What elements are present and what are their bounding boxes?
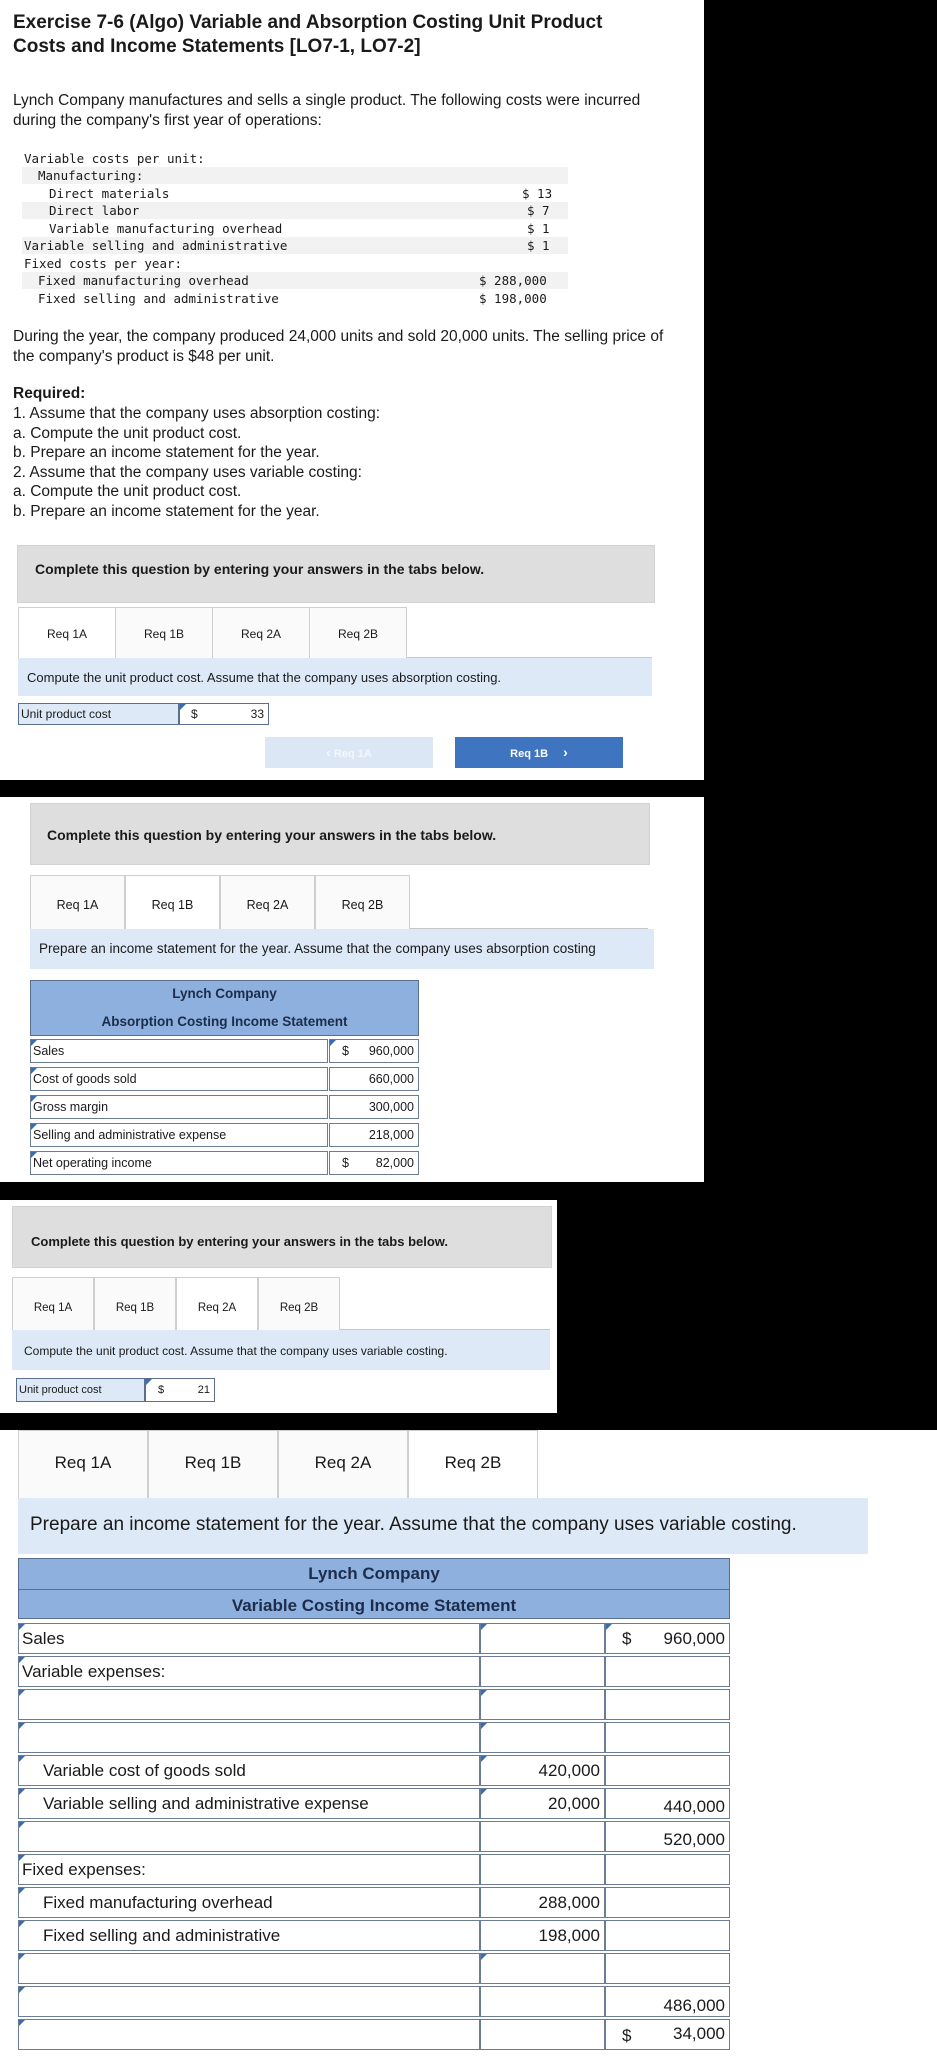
gross-margin-value: 300,000: [368, 1100, 414, 1114]
required-heading: Required:: [13, 385, 86, 402]
right-cell[interactable]: [605, 1722, 730, 1753]
tab-req-2a[interactable]: [220, 875, 315, 929]
direct-labor-value: $ 7: [527, 203, 550, 218]
mid-cell[interactable]: [480, 1689, 605, 1720]
unit-cost-value: 33: [250, 707, 264, 721]
label-cell[interactable]: [18, 1821, 480, 1852]
cost-table: [22, 150, 568, 308]
banner-text: Complete this question by entering your answers in the tabs below.: [47, 827, 497, 843]
dollar-sign: $: [342, 1044, 349, 1058]
sales-value: 960,000: [663, 1629, 725, 1648]
required-item: b. Prepare an income statement for the year.: [13, 503, 320, 520]
problem-panel: [0, 0, 704, 780]
label-cell[interactable]: [18, 1689, 480, 1720]
unit-cost-label-text: Unit product cost: [19, 1384, 102, 1396]
variable-expenses-label: Variable expenses:: [22, 1662, 166, 1681]
right-cell[interactable]: [605, 1788, 730, 1819]
dollar-sign: $: [622, 2026, 632, 2045]
tab-req-2b[interactable]: [309, 607, 407, 658]
sales-value: 960,000: [368, 1044, 414, 1058]
banner-text: Complete this question by entering your answers in the tabs below.: [31, 1234, 449, 1249]
tab-req-1a[interactable]: [18, 1430, 148, 1498]
tab-req-2a[interactable]: [278, 1430, 408, 1498]
contribution-value: 520,000: [663, 1830, 725, 1849]
req1a-unit-cost-label: [18, 703, 179, 725]
direct-materials-value: $ 13: [522, 186, 553, 201]
right-cell[interactable]: [605, 2019, 730, 2050]
label-cell[interactable]: [18, 1788, 480, 1819]
label-cell[interactable]: [18, 1854, 480, 1885]
tab-req-1b[interactable]: [94, 1277, 176, 1330]
direct-labor-label: Direct labor: [49, 203, 140, 218]
next-button-label: Req 1B: [510, 748, 549, 760]
fixed-mfg-overhead-label: Fixed manufacturing overhead: [38, 273, 249, 288]
manufacturing-heading: Manufacturing:: [38, 168, 144, 183]
prev-req-button[interactable]: [265, 737, 433, 768]
req2a-panel: [0, 1200, 557, 1413]
req2a-instruction: [12, 1330, 550, 1370]
label-cell[interactable]: [18, 2019, 480, 2050]
label-cell[interactable]: [18, 1986, 480, 2017]
req1b-panel: [0, 797, 704, 1182]
mid-cell[interactable]: [480, 1821, 605, 1852]
prev-button-label: Req 1A: [333, 748, 372, 760]
tab-label: Req 1B: [143, 627, 185, 641]
mid-cell[interactable]: [480, 1854, 605, 1885]
statement-header: [18, 1558, 730, 1619]
selling-admin-value: 218,000: [368, 1128, 414, 1142]
dollar-sign: $: [191, 707, 198, 721]
cogs-label: Cost of goods sold: [33, 1072, 137, 1086]
fixed-selling-value: $ 198,000: [479, 291, 547, 306]
dollar-sign: $: [158, 1384, 165, 1396]
required-item: a. Compute the unit product cost.: [13, 483, 242, 500]
mid-cell[interactable]: [480, 1722, 605, 1753]
tab-label: Req 1A: [56, 898, 99, 912]
req1b-instruction: [30, 929, 654, 969]
tab-label: Req 1B: [115, 1302, 155, 1314]
sales-label: Sales: [33, 1044, 65, 1058]
tab-req-1b[interactable]: [148, 1430, 278, 1498]
next-req-button[interactable]: [455, 737, 623, 768]
right-cell[interactable]: [605, 1854, 730, 1885]
req1a-instruction: [18, 658, 652, 696]
req2b-instruction-text: Prepare an income statement for the year. Assume that the company uses variable costing.: [30, 1514, 797, 1535]
fixed-expenses-label: Fixed expenses:: [22, 1860, 146, 1879]
row-label-cell[interactable]: [30, 1039, 328, 1063]
var-cogs-label: Variable cost of goods sold: [43, 1761, 246, 1780]
variable-costs-heading: Variable costs per unit:: [24, 151, 205, 166]
variable-selling-value: $ 1: [527, 238, 550, 253]
company-name: Lynch Company: [308, 1564, 440, 1583]
mid-cell[interactable]: [480, 1920, 605, 1951]
intro-text: Lynch Company manufactures and sells a single product. The following costs were incurred during the company's first year of operations:: [13, 92, 641, 129]
tab-label: Req 1B: [151, 898, 194, 912]
fixed-selling-label: Fixed selling and administrative: [43, 1926, 281, 1945]
tab-req-1b[interactable]: [125, 875, 220, 929]
req1a-instruction-text: Compute the unit product cost. Assume that the company uses absorption costing.: [27, 670, 502, 685]
fixed-costs-heading: Fixed costs per year:: [24, 256, 183, 271]
var-cogs-value: 420,000: [538, 1761, 600, 1780]
row-value-cell[interactable]: [329, 1095, 419, 1119]
right-cell[interactable]: [605, 1920, 730, 1951]
label-cell[interactable]: [18, 1887, 480, 1918]
tab-req-2b[interactable]: [408, 1430, 538, 1498]
row-value-cell[interactable]: [329, 1151, 419, 1175]
right-cell[interactable]: [605, 1953, 730, 1984]
tab-label: Req 2B: [444, 1453, 502, 1472]
tab-bar: [18, 607, 652, 658]
statement-header: [30, 980, 419, 1036]
row-value-cell[interactable]: [329, 1123, 419, 1147]
var-selling-label: Variable selling and administrative expense: [43, 1794, 369, 1813]
instructions-banner: [17, 545, 655, 603]
right-cell[interactable]: [605, 1821, 730, 1852]
required-item: a. Compute the unit product cost.: [13, 425, 242, 442]
instructions-banner: [30, 803, 650, 865]
required-item: 2. Assume that the company uses variable costing:: [13, 464, 362, 481]
label-cell[interactable]: [18, 1953, 480, 1984]
right-cell[interactable]: [605, 1986, 730, 2017]
tab-req-1a[interactable]: [30, 875, 125, 929]
label-cell[interactable]: [18, 1755, 480, 1786]
fixed-mfg-value: 288,000: [538, 1893, 600, 1912]
tab-req-2b[interactable]: [315, 875, 410, 929]
banner-text: Complete this question by entering your answers in the tabs below.: [35, 561, 485, 577]
label-cell[interactable]: [18, 1722, 480, 1753]
exercise-title: Exercise 7-6 (Algo) Variable and Absorption Costing Unit Product Costs and Income Statements [LO7-1, LO7-2]: [13, 12, 603, 57]
tab-label: Req 2B: [279, 1302, 319, 1314]
tab-label: Req 2A: [246, 898, 289, 912]
chevron-left-icon: ‹: [326, 744, 331, 760]
mid-cell[interactable]: [480, 1623, 605, 1654]
tab-label: Req 1A: [46, 627, 88, 641]
mid-cell[interactable]: [480, 1755, 605, 1786]
total-variable-value: 440,000: [663, 1797, 725, 1816]
dollar-sign: $: [622, 1629, 632, 1648]
required-item: b. Prepare an income statement for the year.: [13, 444, 320, 461]
gross-margin-label: Gross margin: [33, 1100, 109, 1114]
tab-req-2a[interactable]: [212, 607, 310, 658]
req2a-unit-cost-input[interactable]: [145, 1378, 215, 1402]
net-income-value: 82,000: [375, 1156, 414, 1170]
req1b-instruction-text: Prepare an income statement for the year. Assume that the company uses absorption costing: [39, 941, 596, 956]
tab-req-1a[interactable]: [12, 1277, 94, 1330]
row-value-cell[interactable]: [329, 1039, 419, 1063]
var-selling-value: 20,000: [548, 1794, 600, 1813]
mid-cell[interactable]: [480, 2019, 605, 2050]
fixed-selling-label: Fixed selling and administrative: [38, 291, 279, 306]
required-item: 1. Assume that the company uses absorption costing:: [13, 405, 381, 422]
req2a-instruction-text: Compute the unit product cost. Assume that the company uses variable costing.: [24, 1344, 448, 1358]
label-cell[interactable]: [18, 1623, 480, 1654]
variable-mfg-overhead-value: $ 1: [527, 221, 550, 236]
label-cell[interactable]: [18, 1920, 480, 1951]
tab-bar: [12, 1277, 550, 1330]
fixed-mfg-label: Fixed manufacturing overhead: [43, 1893, 273, 1912]
right-cell[interactable]: [605, 1656, 730, 1687]
tab-req-2a[interactable]: [176, 1277, 258, 1330]
statement-title: Variable Costing Income Statement: [231, 1596, 517, 1615]
label-cell[interactable]: [18, 1656, 480, 1687]
variable-income-statement-grid: [18, 1623, 730, 2053]
right-cell[interactable]: [605, 1689, 730, 1720]
cogs-value: 660,000: [368, 1072, 414, 1086]
fixed-mfg-overhead-value: $ 288,000: [479, 273, 547, 288]
mid-cell[interactable]: [480, 1788, 605, 1819]
company-name: Lynch Company: [172, 986, 277, 1001]
production-paragraph: During the year, the company produced 24,000 units and sold 20,000 units. The selling price of the company's product is $48 per unit.: [13, 328, 664, 365]
unit-cost-label-text: Unit product cost: [21, 707, 112, 721]
row-label-cell[interactable]: [30, 1067, 328, 1091]
total-fixed-value: 486,000: [663, 1996, 725, 2015]
right-cell[interactable]: [605, 1887, 730, 1918]
mid-cell[interactable]: [480, 1656, 605, 1687]
unit-cost-value: 21: [197, 1384, 210, 1396]
tab-req-1a[interactable]: [18, 607, 116, 658]
variable-mfg-overhead-label: Variable manufacturing overhead: [49, 221, 283, 236]
tab-req-1b[interactable]: [115, 607, 213, 658]
fixed-selling-value: 198,000: [538, 1926, 600, 1945]
tab-label: Req 2A: [197, 1302, 237, 1314]
tab-bar: [30, 875, 648, 929]
dollar-sign: $: [342, 1156, 349, 1170]
net-income-label: Net operating income: [33, 1156, 152, 1170]
row-label-cell[interactable]: [30, 1095, 328, 1119]
req1a-unit-cost-input[interactable]: [179, 703, 269, 725]
tab-label: Req 2B: [341, 898, 384, 912]
row-value-cell[interactable]: [329, 1067, 419, 1091]
req2b-panel: [0, 1430, 937, 2066]
req2a-unit-cost-label: [16, 1378, 145, 1402]
row-label-cell[interactable]: [30, 1123, 328, 1147]
row-label-cell[interactable]: [30, 1151, 328, 1175]
chevron-right-icon: ›: [563, 744, 568, 760]
direct-materials-label: Direct materials: [49, 186, 170, 201]
tab-label: Req 2A: [240, 627, 282, 641]
variable-selling-label: Variable selling and administrative: [24, 238, 288, 253]
mid-cell[interactable]: [480, 1986, 605, 2017]
mid-cell[interactable]: [480, 1953, 605, 1984]
mid-cell[interactable]: [480, 1887, 605, 1918]
instructions-banner: [12, 1206, 552, 1268]
tab-label: Req 2A: [314, 1453, 372, 1472]
selling-admin-label: Selling and administrative expense: [33, 1128, 227, 1142]
right-cell[interactable]: [605, 1755, 730, 1786]
tab-label: Req 2B: [337, 627, 379, 641]
right-cell[interactable]: [605, 1623, 730, 1654]
tab-bar: [18, 1430, 868, 1497]
statement-title: Absorption Costing Income Statement: [101, 1014, 348, 1029]
tab-req-2b[interactable]: [258, 1277, 340, 1330]
req2b-instruction: [18, 1498, 868, 1554]
sales-label: Sales: [22, 1629, 65, 1648]
tab-label: Req 1A: [33, 1302, 73, 1314]
tab-label: Req 1B: [184, 1453, 242, 1472]
tab-label: Req 1A: [54, 1453, 112, 1472]
net-income-value: 34,000: [673, 2024, 725, 2043]
